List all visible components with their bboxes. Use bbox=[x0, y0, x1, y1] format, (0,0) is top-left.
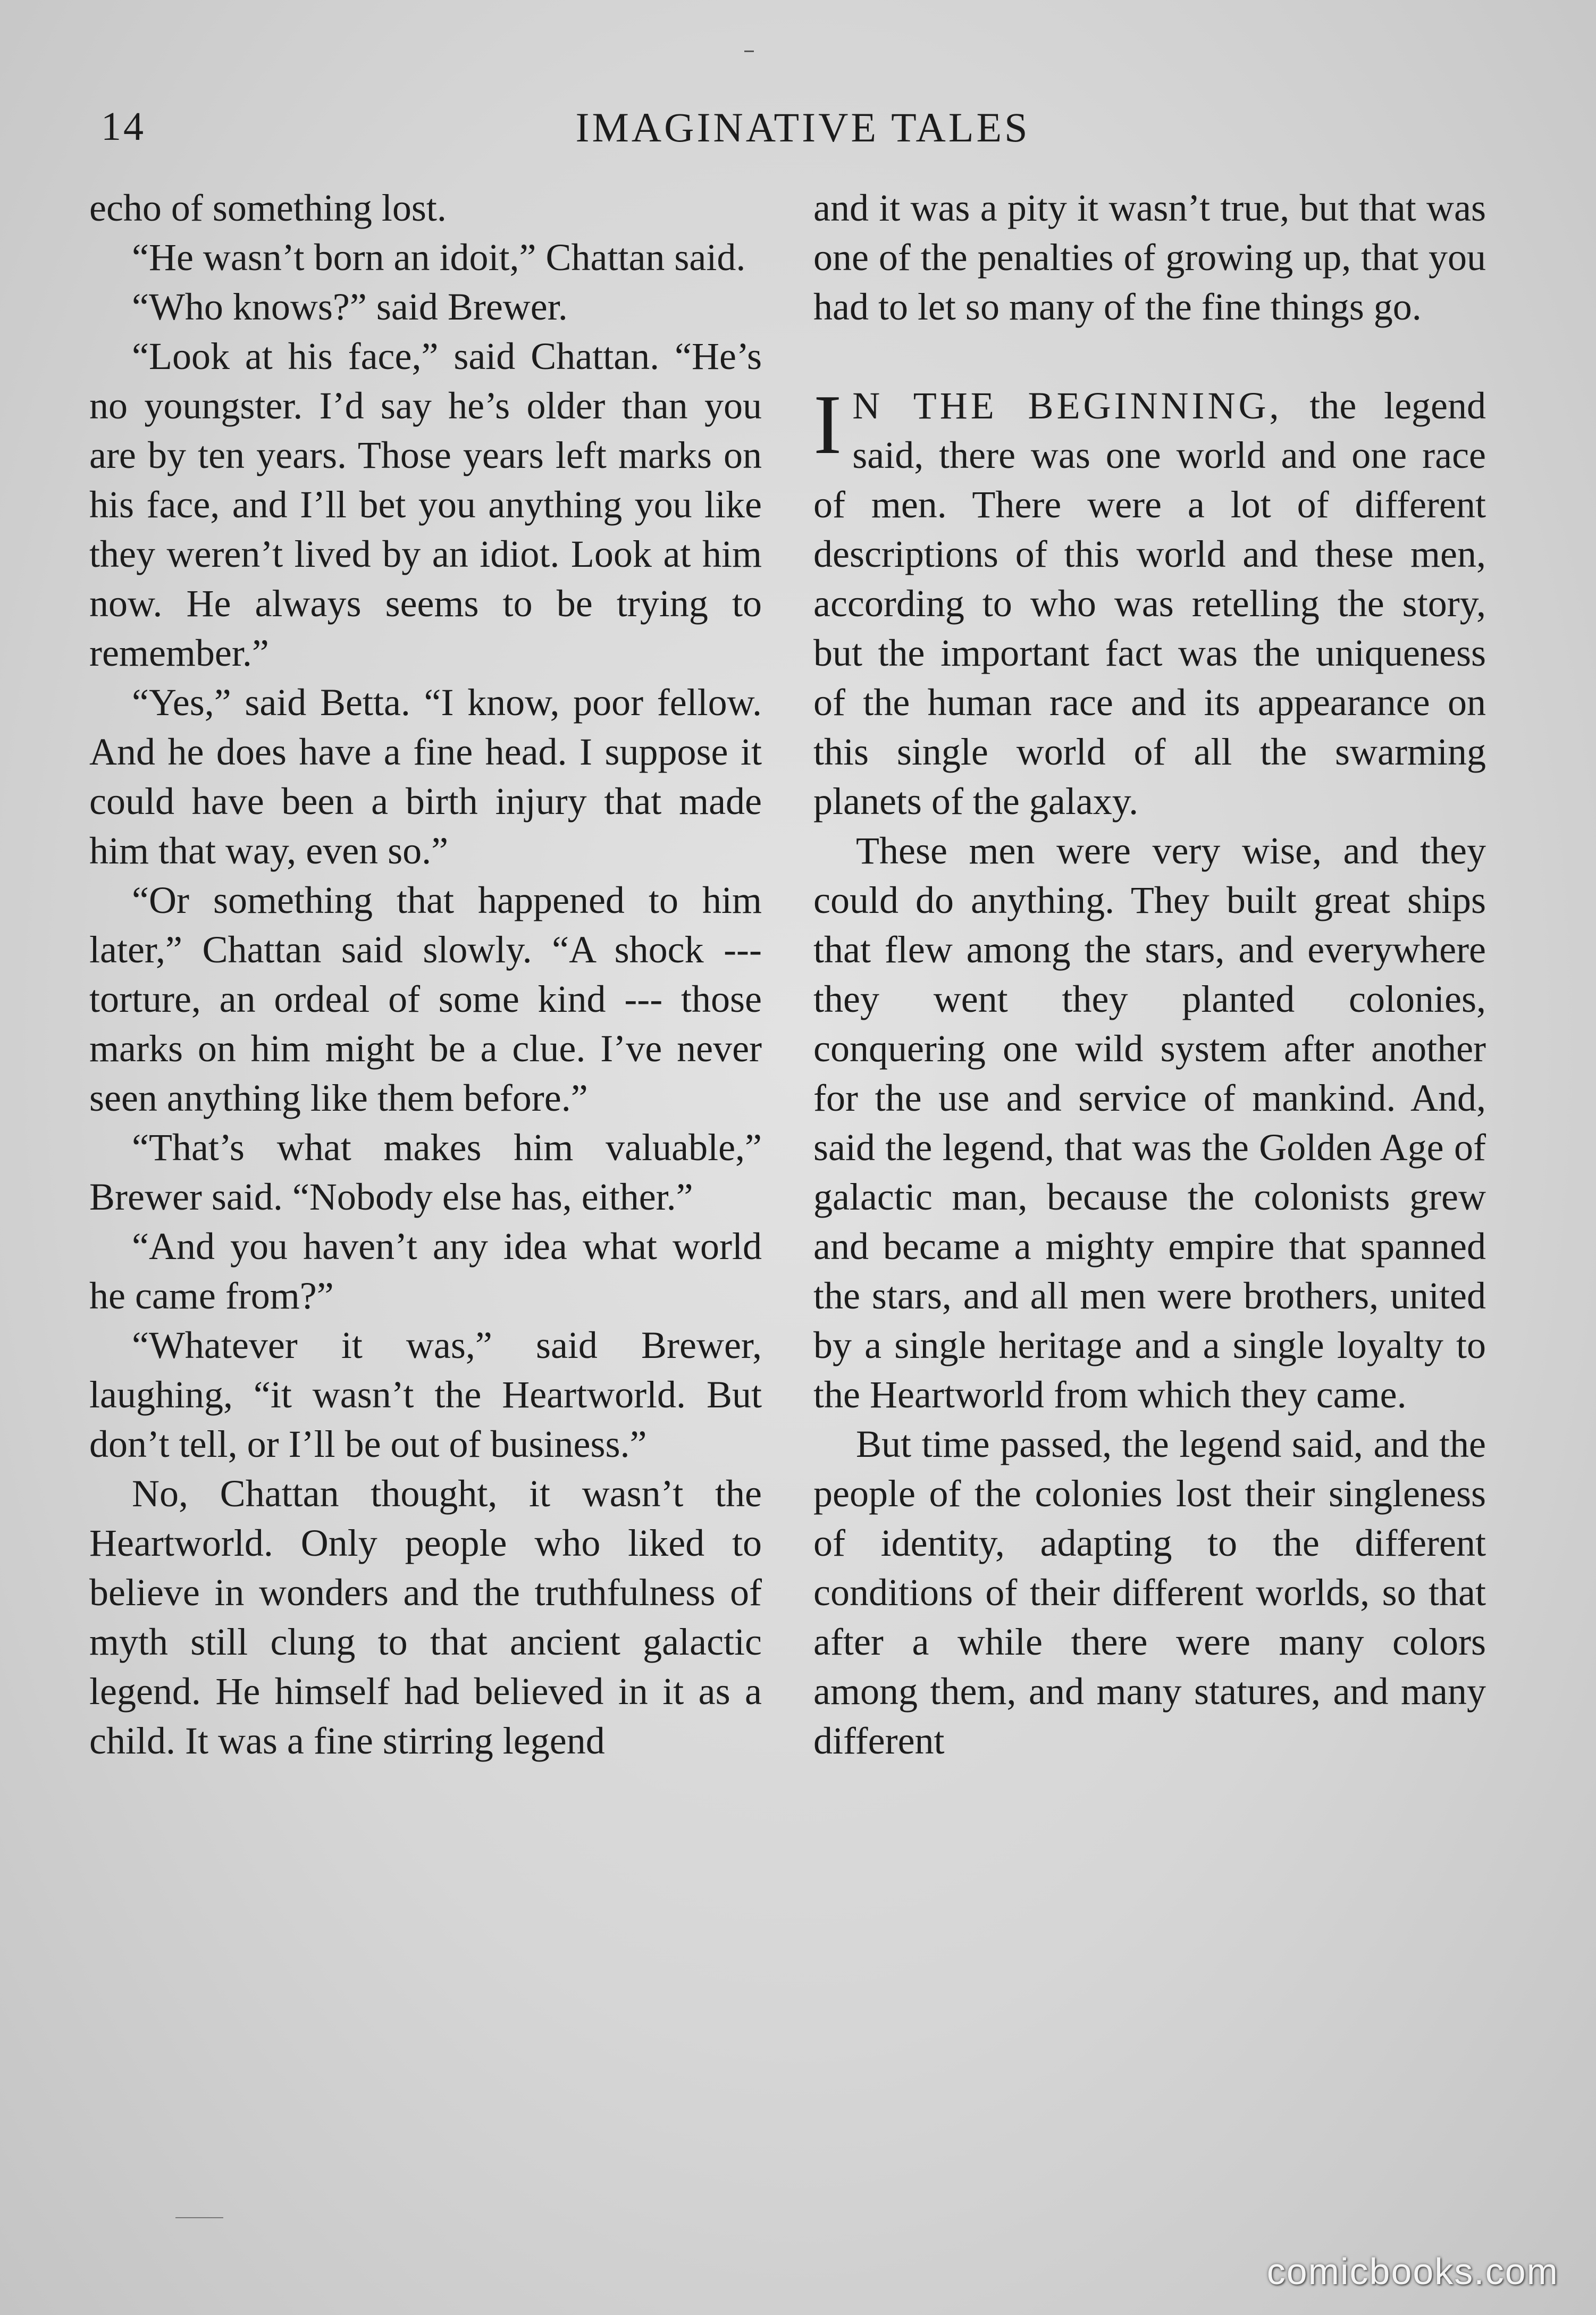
margin-mark bbox=[744, 51, 754, 52]
paragraph: and it was a pity it wasn’t true, but that was one of the penalties of growing up, that you had to let so many of the fine things go. bbox=[813, 187, 1486, 328]
paragraph: “Yes,” said Betta. “I know, poor fellow. And he does have a fine head. I suppose it could have been a birth injury that made him that way, even so.” bbox=[89, 681, 762, 872]
paragraph: But time passed, the legend said, and the people of the colonies lost their singleness of identity, adapting to the different conditions of their different worlds, so that after a while there were many colors among them, and many statures, and many different bbox=[813, 1423, 1486, 1762]
page-header bbox=[101, 104, 1505, 162]
section-text: the legend said, there was one world and one race of men. There were a lot of different descriptions of this world and these men, according to who was retelling the story, but the important fact was the uniqueness of the human race and its appearance on this single world of all the swarming planets of the galaxy. bbox=[813, 384, 1486, 823]
paragraph: “Who knows?” said Brewer. bbox=[132, 286, 568, 328]
paragraph: These men were very wise, and they could do anything. They built great ships that flew among the stars, and everywhere they went they planted colonies, conquering one wild system after another for the use and service of mankind. And, said the legend, that was the Golden Age of galactic man, because the colonists grew and became a mighty empire that spanned the stars, and all men were brothers, united by a single heritage and a single loyalty to the Heartworld from which they came. bbox=[813, 829, 1486, 1416]
right-column bbox=[813, 183, 1486, 2151]
watermark: comicbooks.com bbox=[1266, 2251, 1559, 2292]
paragraph: “He wasn’t born an idoit,” Chattan said. bbox=[132, 236, 746, 279]
paragraph: echo of something lost. bbox=[89, 187, 447, 229]
section-opening-paragraph bbox=[813, 377, 1486, 826]
paragraph: “Or something that happened to him later,” Chattan said slowly. “A shock --- torture, an ordeal of some kind --- those marks on him might be a clue. I’ve never seen anything like them before.” bbox=[89, 879, 762, 1119]
page-number: 14 bbox=[101, 104, 146, 149]
section-lead-in: N THE BEGINNING, bbox=[852, 384, 1282, 427]
paragraph: “Whatever it was,” said Brewer, laughing, “it wasn’t the Heartworld. But don’t tell, or I’ll be out of business.” bbox=[89, 1324, 762, 1465]
drop-cap: I bbox=[813, 377, 842, 472]
margin-mark bbox=[175, 2217, 223, 2218]
paragraph: “Look at his face,” said Chattan. “He’s no youngster. I’d say he’s older than you are by ten years. Those years left marks on his face, and I’ll bet you anything you like they weren’t lived by an idiot. Look at him now. He always seems to be trying to remember.” bbox=[89, 335, 762, 674]
left-column bbox=[89, 183, 762, 2151]
paragraph: “And you haven’t any idea what world he came from?” bbox=[89, 1225, 762, 1317]
paragraph: No, Chattan thought, it wasn’t the Heartworld. Only people who liked to believe in wonders and the truthfulness of myth still clung to that ancient galactic legend. He himself had believed in it as a child. It was a fine stirring legend bbox=[89, 1472, 762, 1762]
running-title: IMAGINATIVE TALES bbox=[575, 104, 1030, 150]
paragraph: “That’s what makes him valuable,” Brewer said. “Nobody else has, either.” bbox=[89, 1126, 762, 1218]
